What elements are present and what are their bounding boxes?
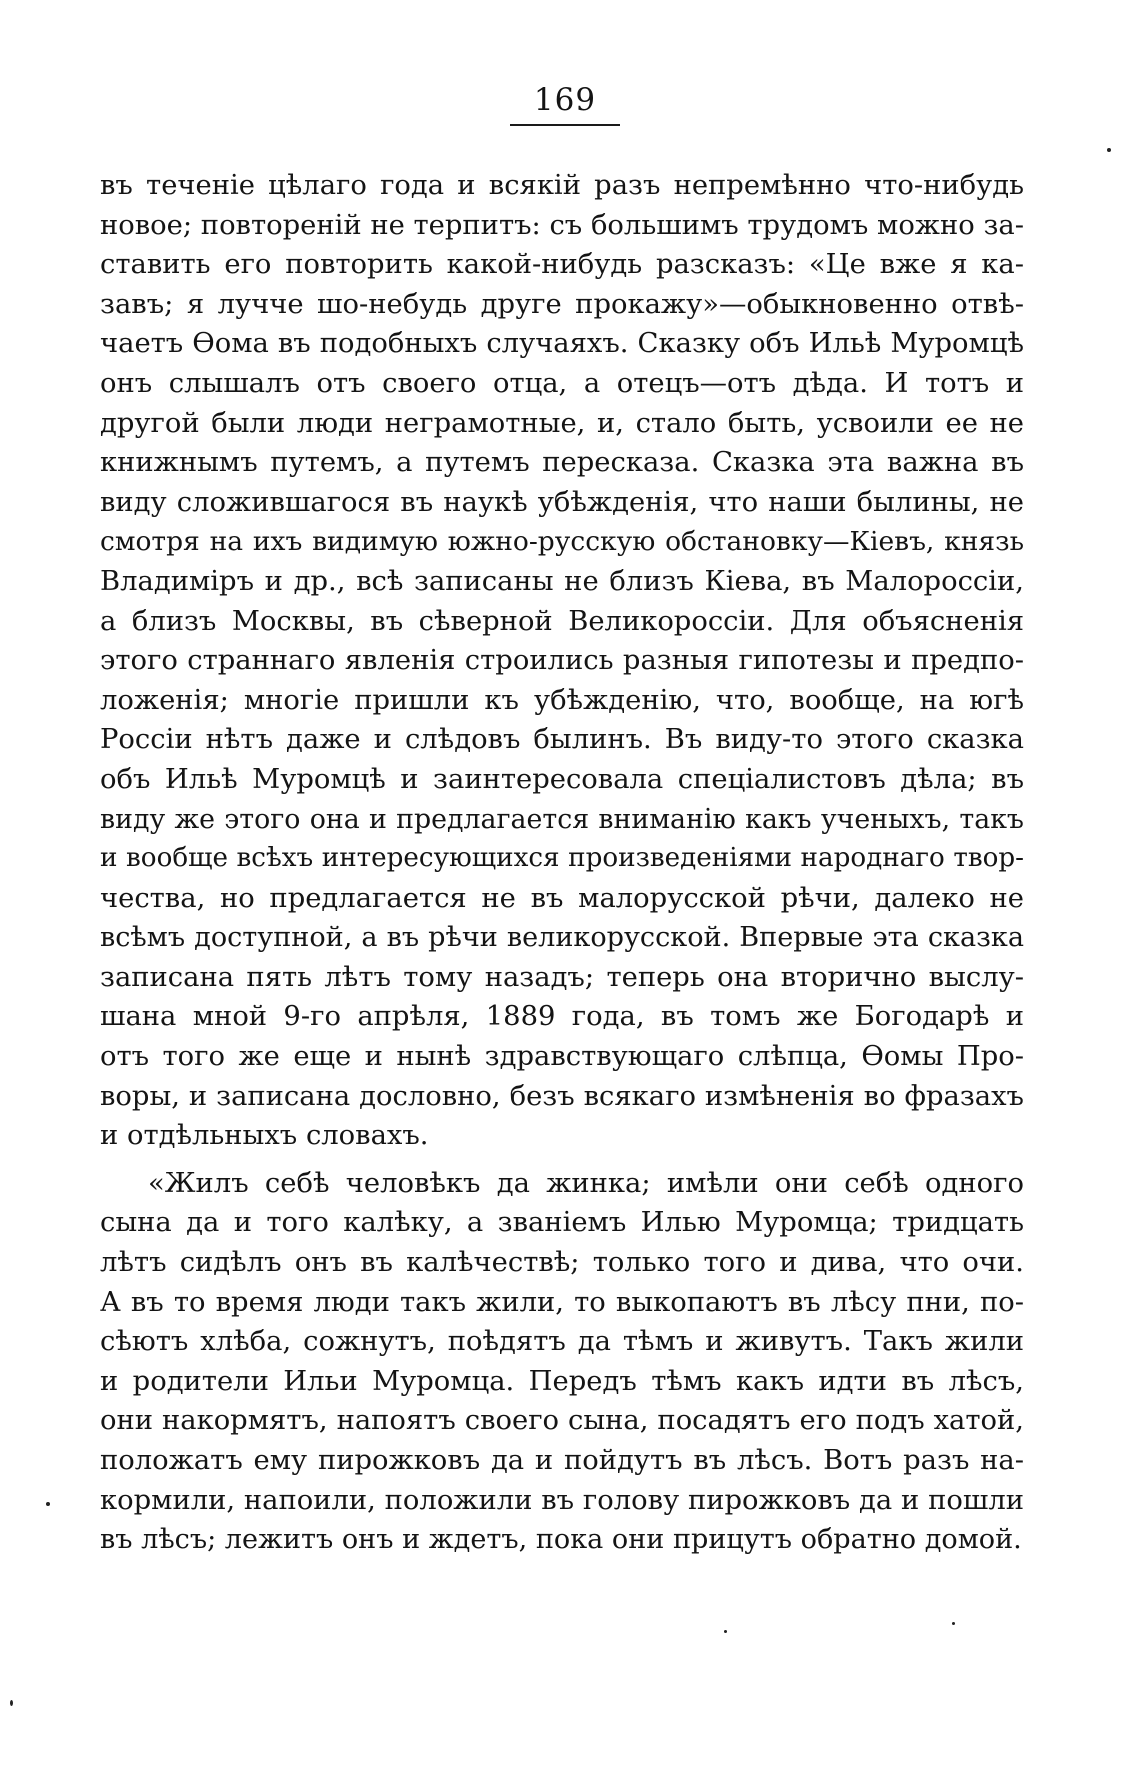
text-line: отъ того же еще и нынѣ здравствующаго слѣпца, Ѳомы Про- — [100, 1041, 1024, 1073]
text-line: въ лѣсъ; лежитъ онъ и ждетъ, пока они прицутъ обратно домой. — [100, 1524, 1022, 1556]
text-line: чества, но предлагается не въ малорусской рѣчи, далеко не — [100, 882, 1024, 914]
text-line: объ Ильѣ Муромцѣ и заинтересовала спеціалистовъ дѣла; въ — [100, 763, 1024, 795]
text-line: ложенія; многіе пришли къ убѣжденію, что, вообще, на югѣ — [100, 684, 1024, 716]
scan-speck — [724, 1630, 727, 1633]
text-line: А въ то время люди такъ жили, то выкопаютъ въ лѣсу пни, по- — [100, 1286, 1024, 1318]
text-line: Владиміръ и др., всѣ записаны не близъ Кіева, въ Малороссіи, — [100, 565, 1024, 597]
text-line: ставить его повторить какой-нибудь разсказъ: «Це вже я ка- — [100, 249, 1024, 281]
text-line: «Жилъ себѣ человѣкъ да жинка; имѣли они себѣ одного — [148, 1167, 1024, 1199]
text-line: шана мной 9-го апрѣля, 1889 года, въ томъ же Богодарѣ и — [100, 1001, 1024, 1033]
text-line: этого страннаго явленія строились разныя гипотезы и предпо- — [100, 645, 1024, 677]
scan-speck — [952, 1622, 955, 1625]
text-line: чаетъ Ѳома въ подобныхъ случаяхъ. Сказку объ Ильѣ Муромцѣ — [100, 328, 1024, 360]
text-line: положатъ ему пирожковъ да и пойдутъ въ лѣсъ. Вотъ разъ на- — [100, 1445, 1024, 1476]
text-line: виду сложившагося въ наукѣ убѣжденія, что наши былины, не — [100, 486, 1024, 518]
text-line: онъ слышалъ отъ своего отца, а отецъ—отъ дѣда. И тотъ и — [100, 367, 1024, 399]
text-line: въ теченіе цѣлаго года и всякій разъ непремѣнно что-нибудь — [100, 170, 1024, 201]
text-line: сѣютъ хлѣба, сожнутъ, поѣдятъ да тѣмъ и живутъ. Такъ жили — [100, 1326, 1024, 1358]
text-line: другой были люди неграмотные, и, стало быть, усвоили ее не — [100, 407, 1024, 439]
paragraph-1 — [100, 166, 1024, 1156]
scan-speck — [10, 1700, 13, 1706]
text-line: и отдѣльныхъ словахъ. — [100, 1120, 429, 1152]
scan-speck — [46, 1502, 50, 1506]
text-line: записана пять лѣтъ тому назадъ; теперь она вторично выслу- — [100, 961, 1024, 993]
text-line: лѣтъ сидѣлъ онъ въ калѣчествѣ; только того и дива, что очи. — [100, 1247, 1024, 1279]
text-line: завъ; я лучче шо-небудь друге прокажу»—обыкновенно отвѣ- — [100, 288, 1024, 320]
text-line: кормили, напоили, положили въ голову пирожковъ да и пошли — [100, 1484, 1024, 1516]
text-line: а близъ Москвы, въ сѣверной Великороссіи. Для объясненія — [100, 605, 1024, 637]
text-line: новое; повтореній не терпитъ: съ большимъ трудомъ можно за- — [100, 209, 1024, 241]
paragraph-gap — [100, 1156, 1024, 1164]
text-line: виду же этого она и предлагается вниманію какъ ученыхъ, такъ — [100, 803, 1024, 835]
page-number: 169 — [533, 82, 597, 118]
text-line: они накормятъ, напоятъ своего сына, посадятъ его подъ хатой, — [100, 1405, 1024, 1437]
text-line: сына да и того калѣку, а званіемъ Илью Муромца; тридцать — [100, 1207, 1024, 1239]
text-line: смотря на ихъ видимую южно-русскую обстановку—Кіевъ, князь — [100, 526, 1024, 558]
text-line: и родители Ильи Муромца. Передъ тѣмъ какъ идти въ лѣсъ, — [100, 1365, 1024, 1397]
text-line: и вообще всѣхъ интересующихся произведеніями народнаго твор- — [100, 843, 1024, 874]
text-line: Россіи нѣтъ даже и слѣдовъ былинъ. Въ виду-то этого сказка — [100, 724, 1024, 756]
text-line: книжнымъ путемъ, а путемъ пересказа. Сказка эта важна въ — [100, 447, 1024, 479]
text-line: воры, и записана дословно, безъ всякаго измѣненія во фразахъ — [100, 1080, 1024, 1112]
page-number-rule — [510, 124, 620, 126]
text-line: всѣмъ доступной, а въ рѣчи великорусской. Впервые эта сказка — [100, 922, 1024, 954]
scan-speck — [1107, 148, 1111, 152]
page-text — [100, 166, 1024, 1560]
paragraph-2 — [100, 1164, 1024, 1560]
